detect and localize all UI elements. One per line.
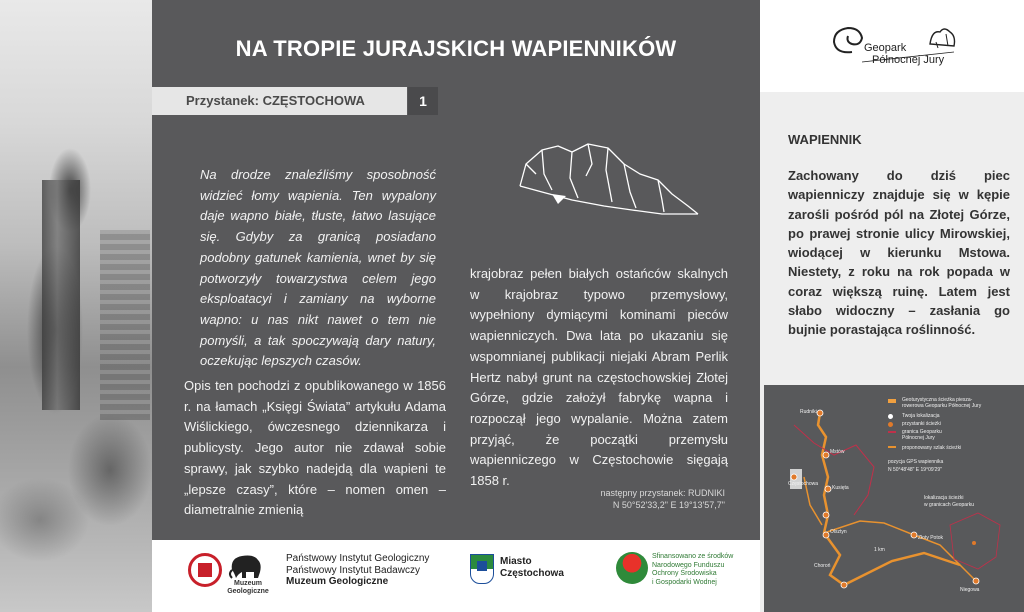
- city-crest-icon: [470, 554, 494, 584]
- gps-label: pozycja GPS wapiennika: [888, 459, 944, 466]
- geopark-line-1: Geopark: [864, 42, 907, 54]
- historic-photo: [0, 0, 152, 612]
- city-line-2: Częstochowa: [500, 568, 564, 579]
- place-label: Niegowa: [960, 587, 980, 593]
- legend-item: [888, 420, 982, 428]
- next-stop-label: następny przystanek: RUDNIKI: [600, 488, 725, 498]
- chimney-silhouette: [42, 180, 80, 410]
- stop-number-badge: 1: [408, 87, 438, 115]
- main-panel: [152, 0, 760, 540]
- next-stop-info: [600, 487, 725, 511]
- text-column-2: krajobraz pełen białych ostańców skalnych w krajobraz typowo przemysłowy, wypełniony dymiącymi kominami pieców wapienniczych. Dwa lata po ukazaniu się wspomnianej publikacji niejaki Abram Perlik Hertz nabył grunt na częstochowskiej Złotej Górze, gdzie założył fabrykę wapna i rozpoczął jego wypalanie. Można zatem przyjąć, że początki przemysłu wapienniczego w Częstochowie sięgają 1858 r.: [470, 266, 728, 489]
- legend-label: proponowany szlak ścieżki: [902, 444, 962, 451]
- pig-logo-icon: [188, 553, 222, 587]
- limestone-rock-icon: [512, 134, 702, 224]
- map-legend: [888, 397, 982, 474]
- page-title: NA TROPIE JURAJSKICH WAPIENNIKÓW: [235, 36, 677, 61]
- nfosigw-logo-icon: [616, 552, 648, 584]
- place-label: Rudniki: [800, 409, 817, 415]
- legend-label: przystanki ścieżki: [902, 421, 941, 428]
- scale-label: 1 km: [874, 547, 885, 553]
- place-label: Częstochowa: [788, 481, 819, 487]
- city-line-1: Miasto: [500, 556, 532, 567]
- funding-text: Sfinansowano ze środków Narodowego Funduszu Ochrony Środowiska i Gospodarki Wodnej: [652, 553, 734, 586]
- historic-quote: Na drodze znaleźliśmy sposobność widzieć łomy wapienia. Ten wypalony daje wapno białe, tłuste, łatwo lasujące się. Gdyby za granicą posiadano podobny gatunek kamienia, wnet by się potworzyły towarzystwa celem jego eksploatacyi i zamiany na wyborne wapno: u nas nikt nawet o tem nie pomyśli, a tak spoczywają dary natury, oczekując lepszych czasów.: [200, 167, 436, 369]
- sidebar-title: WAPIENNIK: [788, 132, 862, 147]
- legend-item: [888, 429, 982, 442]
- route-map: [764, 385, 1024, 612]
- institute-line-3: Muzeum Geologiczne: [286, 576, 389, 587]
- institute-text: [286, 553, 429, 588]
- city-name: [500, 556, 564, 580]
- mammoth-label: Muzeum Geologiczne: [227, 580, 269, 595]
- sidebar: [760, 0, 1024, 612]
- place-label: Mstów: [830, 449, 845, 455]
- place-label: Kusięta: [832, 485, 849, 491]
- legend-item: [888, 412, 982, 420]
- geopark-line-2: Północnej Jury: [872, 54, 945, 66]
- legend-label: Geoturystyczna ścieżka piesza-rowerowa Geoparku Północnej Jury: [902, 397, 982, 409]
- inset-label-2: w granicach Geoparku: [924, 502, 975, 508]
- legend-item: [888, 444, 982, 452]
- gps-coords: N 50°48'48" E 19°09'29": [888, 467, 942, 474]
- institute-line-2: Państwowy Instytut Badawczy: [286, 564, 420, 576]
- legend-item: [888, 397, 982, 410]
- stop-label: Przystanek: CZĘSTOCHOWA: [186, 93, 365, 108]
- legend-label: granica Geoparku Północnej Jury: [902, 428, 942, 441]
- geopark-name: [864, 42, 944, 66]
- sponsor-footer: [152, 540, 760, 612]
- sidebar-text: Zachowany do dziś piec wapienniczy znajduje się w kępie zarośli pośród pól na Złotej Górze, po prawej stronie ulicy Mirowskiej, wiodącej w kierunku Mstowa. Niestety, z roku na rok popada w coraz większą ruinę. Latem jest słabo widoczny – zasłania go bujnie porastająca roślinność.: [788, 168, 1010, 338]
- mammoth-icon: [226, 550, 266, 580]
- place-label: Choroń: [814, 563, 831, 569]
- institute-line-1: Państwowy Instytut Geologiczny: [286, 553, 430, 564]
- building-silhouette: [100, 230, 150, 420]
- geopark-header: [760, 0, 1024, 92]
- text-column-1: Opis ten pochodzi z opublikowanego w 1856 r. na łamach „Księgi Świata” artykułu Adama Wiślickiego, ówczesnego dziennikarza i publicysty. Jego autor nie zdawał sobie sprawy, jak szybko nadejdą dla wapieni te „lepsze czasy”, które – nomen omen – diametralnie zmienią: [184, 378, 446, 518]
- next-stop-coords: N 50°52'33,2" E 19°13'57,7": [612, 500, 725, 510]
- inset-label-1: lokalizacja ścieżki: [924, 495, 964, 501]
- legend-label: Twoja lokalizacja: [902, 413, 940, 420]
- place-label: Olsztyn: [830, 529, 847, 535]
- stop-bar: [152, 87, 407, 115]
- place-label: Złoty Potok: [918, 535, 944, 541]
